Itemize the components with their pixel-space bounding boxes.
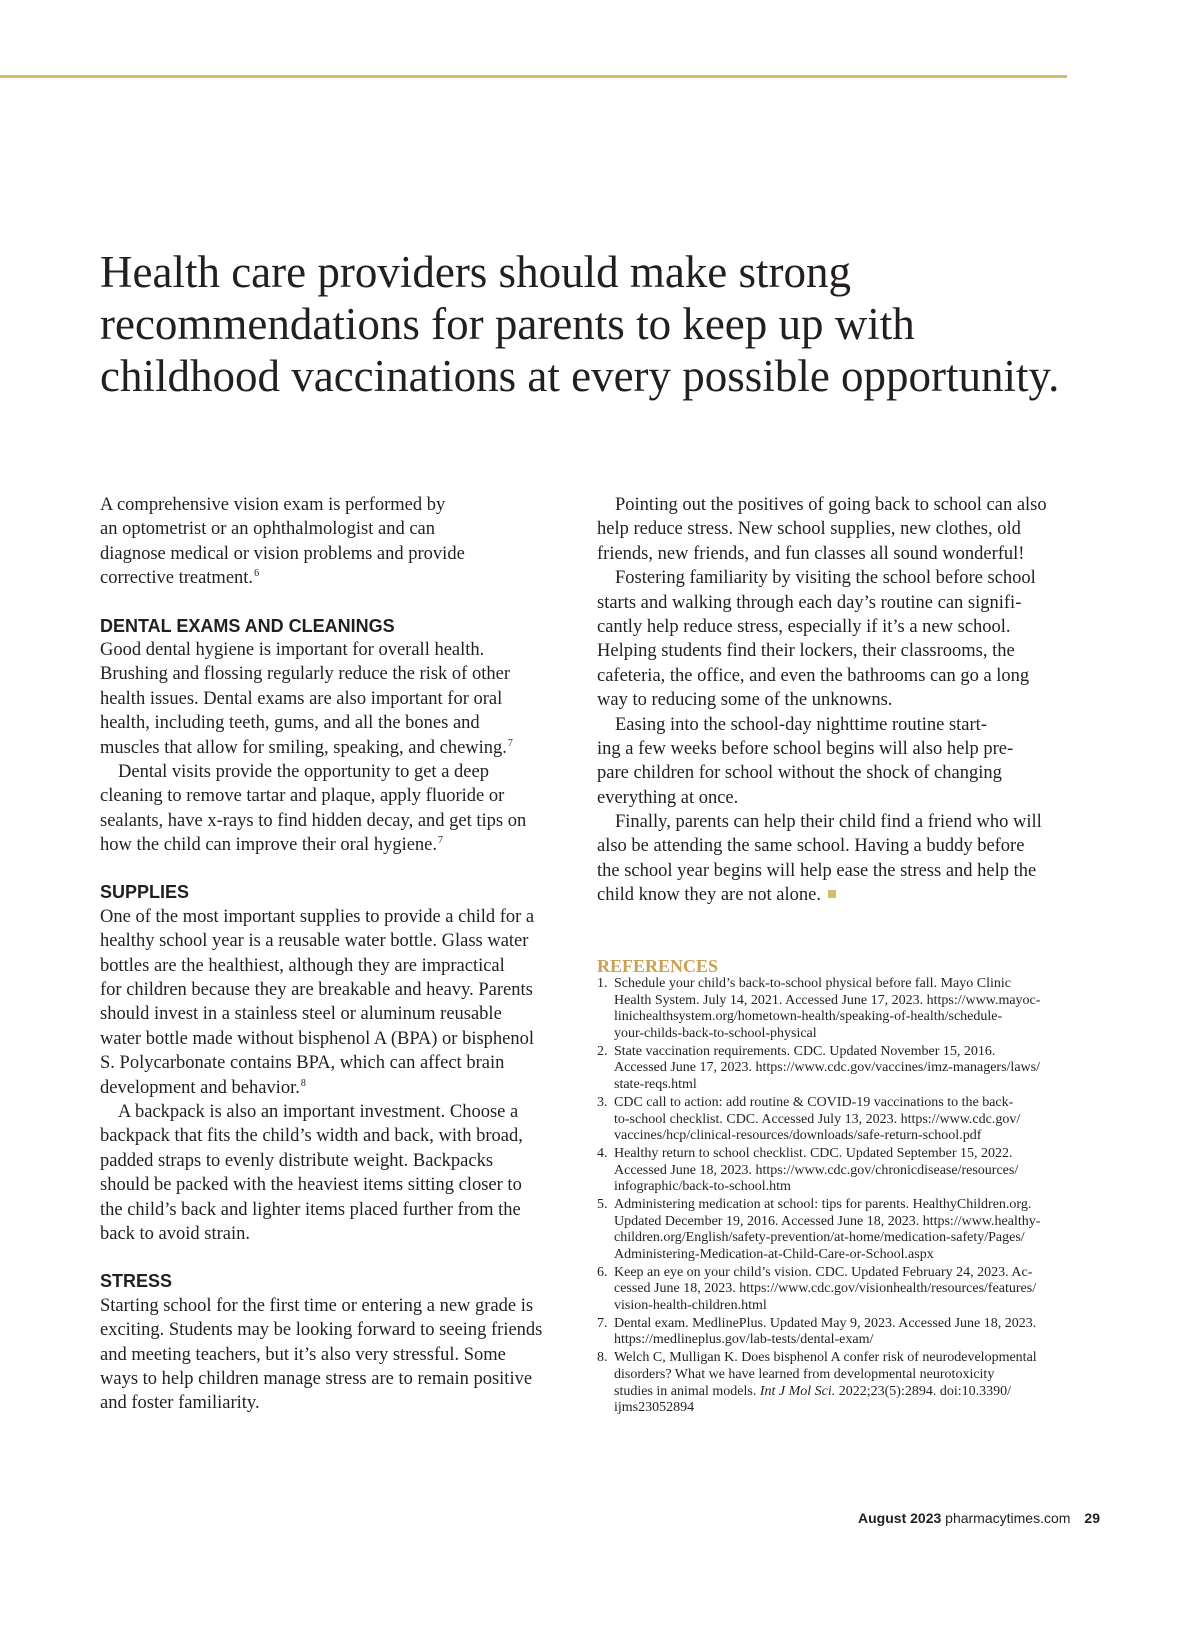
reference-number: 4.	[597, 1145, 608, 1161]
reference-line: Administering-Medication-at-Child-Care-or-School.aspx	[614, 1247, 934, 1262]
body-line: diagnose medical or vision problems and provide	[100, 543, 465, 564]
reference-line: Accessed June 17, 2023. https://www.cdc.gov/vaccines/imz-managers/laws/	[614, 1060, 1040, 1076]
reference-line: https://medlineplus.gov/lab-tests/dental-exam/	[614, 1332, 874, 1348]
reference-item	[597, 1197, 1097, 1264]
body-line: S. Polycarbonate contains BPA, which can affect brain	[100, 1053, 505, 1074]
body-line: and foster familiarity.	[100, 1393, 260, 1414]
body-line: health issues. Dental exams are also important for oral	[100, 688, 503, 709]
reference-text	[614, 1146, 1018, 1196]
headline-line: childhood vaccinations at every possible opportunity.	[100, 351, 1060, 401]
headline-line: Health care providers should make strong	[100, 247, 852, 297]
body-line: cantly help reduce stress, especially if it’s a new school.	[597, 616, 1011, 637]
references-section	[597, 956, 1097, 1418]
reference-number: 8.	[597, 1350, 608, 1366]
body-line: One of the most important supplies to provide a child for a	[100, 906, 535, 927]
body-line: back to avoid strain.	[100, 1223, 251, 1244]
dental-paragraph	[100, 638, 570, 760]
body-line: pare children for school without the shock of changing	[597, 763, 1002, 784]
reference-text	[614, 1350, 1037, 1417]
body-line: help reduce stress. New school supplies, new clothes, old	[597, 519, 1021, 540]
left-column	[100, 493, 570, 1416]
reference-line: Administering medication at school: tips for parents. HealthyChildren.org.	[614, 1196, 1032, 1212]
reference-item	[597, 976, 1097, 1043]
reference-item	[597, 1095, 1097, 1145]
body-line: everything at once.	[597, 787, 739, 808]
citation-text: studies in animal models.	[614, 1383, 757, 1399]
body-line: Easing into the school-day nighttime routine start-	[615, 714, 987, 735]
body-line: ing a few weeks before school begins will also help pre-	[597, 738, 1014, 759]
body-line: water bottle made without bisphenol A (BPA) or bisphenol	[100, 1028, 535, 1049]
body-line: Starting school for the first time or entering a new grade is	[100, 1295, 534, 1316]
body-line	[100, 566, 570, 590]
body-line: Helping students find their lockers, their classrooms, the	[597, 641, 1015, 662]
website-name: pharmacytimes.com	[945, 1510, 1071, 1526]
page-footer	[858, 1509, 1100, 1527]
reference-number: 5.	[597, 1196, 608, 1212]
reference-item	[597, 1146, 1097, 1196]
stress-paragraph	[597, 493, 1077, 566]
reference-line: ijms23052894	[614, 1400, 695, 1416]
reference-line: State vaccination requirements. CDC. Updated November 15, 2016.	[614, 1043, 996, 1059]
body-line	[100, 736, 570, 760]
body-line: ways to help children manage stress are to remain positive	[100, 1368, 533, 1389]
reference-line: Schedule your child’s back-to-school physical before fall. Mayo Clinic	[614, 976, 1011, 991]
reference-number: 1.	[597, 976, 608, 991]
issue-date: August 2023	[858, 1510, 942, 1526]
reference-number: 6.	[597, 1264, 608, 1280]
headline-line: recommendations for parents to keep up with	[100, 299, 915, 349]
reference-line: Welch C, Mulligan K. Does bisphenol A confer risk of neurodevelopmental	[614, 1350, 1037, 1366]
top-accent-rule	[0, 75, 1067, 78]
reference-line: vision-health-children.html	[614, 1298, 767, 1314]
reference-item	[597, 1044, 1097, 1094]
section-heading-dental: DENTAL EXAMS AND CLEANINGS	[100, 615, 395, 636]
supplies-paragraph	[100, 1100, 570, 1246]
citation-superscript: 6	[254, 568, 260, 580]
reference-number: 2.	[597, 1043, 608, 1059]
right-column	[597, 493, 1077, 908]
reference-line: your-childs-back-to-school-physical	[614, 1026, 817, 1042]
reference-text	[614, 1197, 1040, 1264]
section-heading-stress: STRESS	[100, 1271, 173, 1292]
page-number: 29	[1084, 1510, 1100, 1526]
reference-text	[614, 1316, 1036, 1349]
body-line: for children because they are breakable and heavy. Parents	[100, 980, 533, 1001]
article-end-mark-icon	[828, 890, 836, 898]
reference-number: 7.	[597, 1315, 608, 1331]
section-heading-supplies: SUPPLIES	[100, 882, 190, 903]
body-line: exciting. Students may be looking forward to seeing friends	[100, 1320, 543, 1341]
reference-line: cessed June 18, 2023. https://www.cdc.gov/visionhealth/resources/features/	[614, 1281, 1037, 1297]
vision-exam-paragraph	[100, 493, 570, 591]
body-line-text: corrective treatment.	[100, 568, 254, 589]
reference-line: Updated December 19, 2016. Accessed June 18, 2023. https://www.healthy-	[614, 1213, 1041, 1229]
stress-paragraph	[597, 566, 1077, 712]
body-line: sealants, have x-rays to find hidden decay, and get tips on	[100, 810, 527, 831]
body-line: Pointing out the positives of going back to school can also	[615, 495, 1047, 515]
journal-title: Int J Mol Sci.	[759, 1383, 836, 1399]
body-line: Good dental hygiene is important for overall health.	[100, 639, 485, 660]
dental-paragraph	[100, 760, 570, 858]
body-line: Brushing and flossing regularly reduce the risk of other	[100, 664, 510, 685]
stress-paragraph	[597, 810, 1077, 908]
reference-line: Accessed June 18, 2023. https://www.cdc.gov/chronicdisease/resources/	[614, 1162, 1019, 1178]
body-line-text: child know they are not alone.	[597, 885, 821, 906]
reference-line: disorders? What we have learned from developmental neurotoxicity	[614, 1366, 995, 1382]
body-line: friends, new friends, and fun classes all sound wonderful!	[597, 543, 1025, 564]
body-line-text: development and behavior.	[100, 1077, 300, 1098]
body-line: starts and walking through each day’s routine can signifi-	[597, 592, 1022, 613]
stress-paragraph	[597, 713, 1077, 811]
citation-details: 2022;23(5):2894. doi:10.3390/	[838, 1383, 1012, 1399]
body-line: Dental visits provide the opportunity to get a deep	[118, 761, 489, 782]
reference-line: Healthy return to school checklist. CDC. Updated September 15, 2022.	[614, 1145, 1013, 1161]
body-line: also be attending the same school. Having a buddy before	[597, 836, 1025, 857]
body-line: cleaning to remove tartar and plaque, apply fluoride or	[100, 786, 505, 807]
reference-text	[614, 976, 1040, 1043]
body-line: A backpack is also an important investment. Choose a	[118, 1101, 519, 1122]
body-line: health, including teeth, gums, and all the bones and	[100, 713, 480, 734]
reference-line: Keep an eye on your child’s vision. CDC. Updated February 24, 2023. Ac-	[614, 1264, 1033, 1280]
reference-line: Dental exam. MedlinePlus. Updated May 9, 2023. Accessed June 18, 2023.	[614, 1315, 1037, 1331]
body-line: way to reducing some of the unknowns.	[597, 690, 893, 711]
body-line	[100, 833, 570, 857]
reference-item	[597, 1316, 1097, 1349]
reference-number: 3.	[597, 1094, 608, 1110]
reference-item	[597, 1350, 1097, 1417]
references-heading: REFERENCES	[597, 956, 719, 976]
body-line: should be packed with the heaviest items sitting closer to	[100, 1175, 522, 1196]
body-line	[100, 1076, 570, 1100]
reference-line: children.org/English/safety-prevention/at-home/medication-safety/Pages/	[614, 1230, 1025, 1246]
reference-line: infographic/back-to-school.htm	[614, 1179, 791, 1195]
body-line: padded straps to evenly distribute weight. Backpacks	[100, 1150, 494, 1171]
reference-item	[597, 1265, 1097, 1315]
reference-line: state-reqs.html	[614, 1077, 697, 1093]
body-line: A comprehensive vision exam is performed by	[100, 495, 446, 515]
body-line: healthy school year is a reusable water bottle. Glass water	[100, 931, 529, 952]
body-line: cafeteria, the office, and even the bathrooms can go a long	[597, 665, 1030, 686]
reference-line: Health System. July 14, 2021. Accessed June 17, 2023. https://www.mayoc-	[614, 992, 1041, 1008]
reference-line: linichealthsystem.org/hometown-health/speaking-of-health/schedule-	[614, 1009, 1003, 1025]
pull-quote-headline	[100, 246, 1059, 402]
citation-superscript: 7	[438, 835, 444, 847]
supplies-paragraph	[100, 905, 570, 1100]
body-line: an optometrist or an ophthalmologist and can	[100, 519, 435, 540]
reference-line: CDC call to action: add routine & COVID-19 vaccinations to the back-	[614, 1094, 1014, 1110]
citation-superscript: 8	[300, 1077, 306, 1089]
body-line: the child’s back and lighter items placed further from the	[100, 1199, 521, 1220]
reference-text	[614, 1265, 1036, 1315]
body-line-text: muscles that allow for smiling, speaking, and chewing.	[100, 737, 507, 758]
body-line: the school year begins will help ease the stress and help the	[597, 860, 1037, 881]
reference-line	[614, 1384, 1037, 1401]
body-line: Finally, parents can help their child find a friend who will	[615, 812, 1042, 833]
reference-text	[614, 1095, 1020, 1145]
citation-superscript: 7	[507, 737, 513, 749]
body-line: bottles are the healthiest, although they are impractical	[100, 955, 505, 976]
reference-text	[614, 1044, 1040, 1094]
reference-line: to-school checklist. CDC. Accessed July 13, 2023. https://www.cdc.gov/	[614, 1111, 1021, 1127]
body-line-text: how the child can improve their oral hygiene.	[100, 835, 438, 856]
body-line: Fostering familiarity by visiting the school before school	[615, 568, 1036, 589]
stress-paragraph	[100, 1294, 570, 1416]
reference-line: vaccines/hcp/clinical-resources/downloads/safe-return-school.pdf	[614, 1128, 982, 1144]
body-line	[597, 883, 1077, 907]
body-line: and meeting teachers, but it’s also very stressful. Some	[100, 1344, 506, 1365]
body-line: should invest in a stainless steel or aluminum reusable	[100, 1004, 502, 1025]
body-line: backpack that fits the child’s width and back, with broad,	[100, 1126, 523, 1147]
